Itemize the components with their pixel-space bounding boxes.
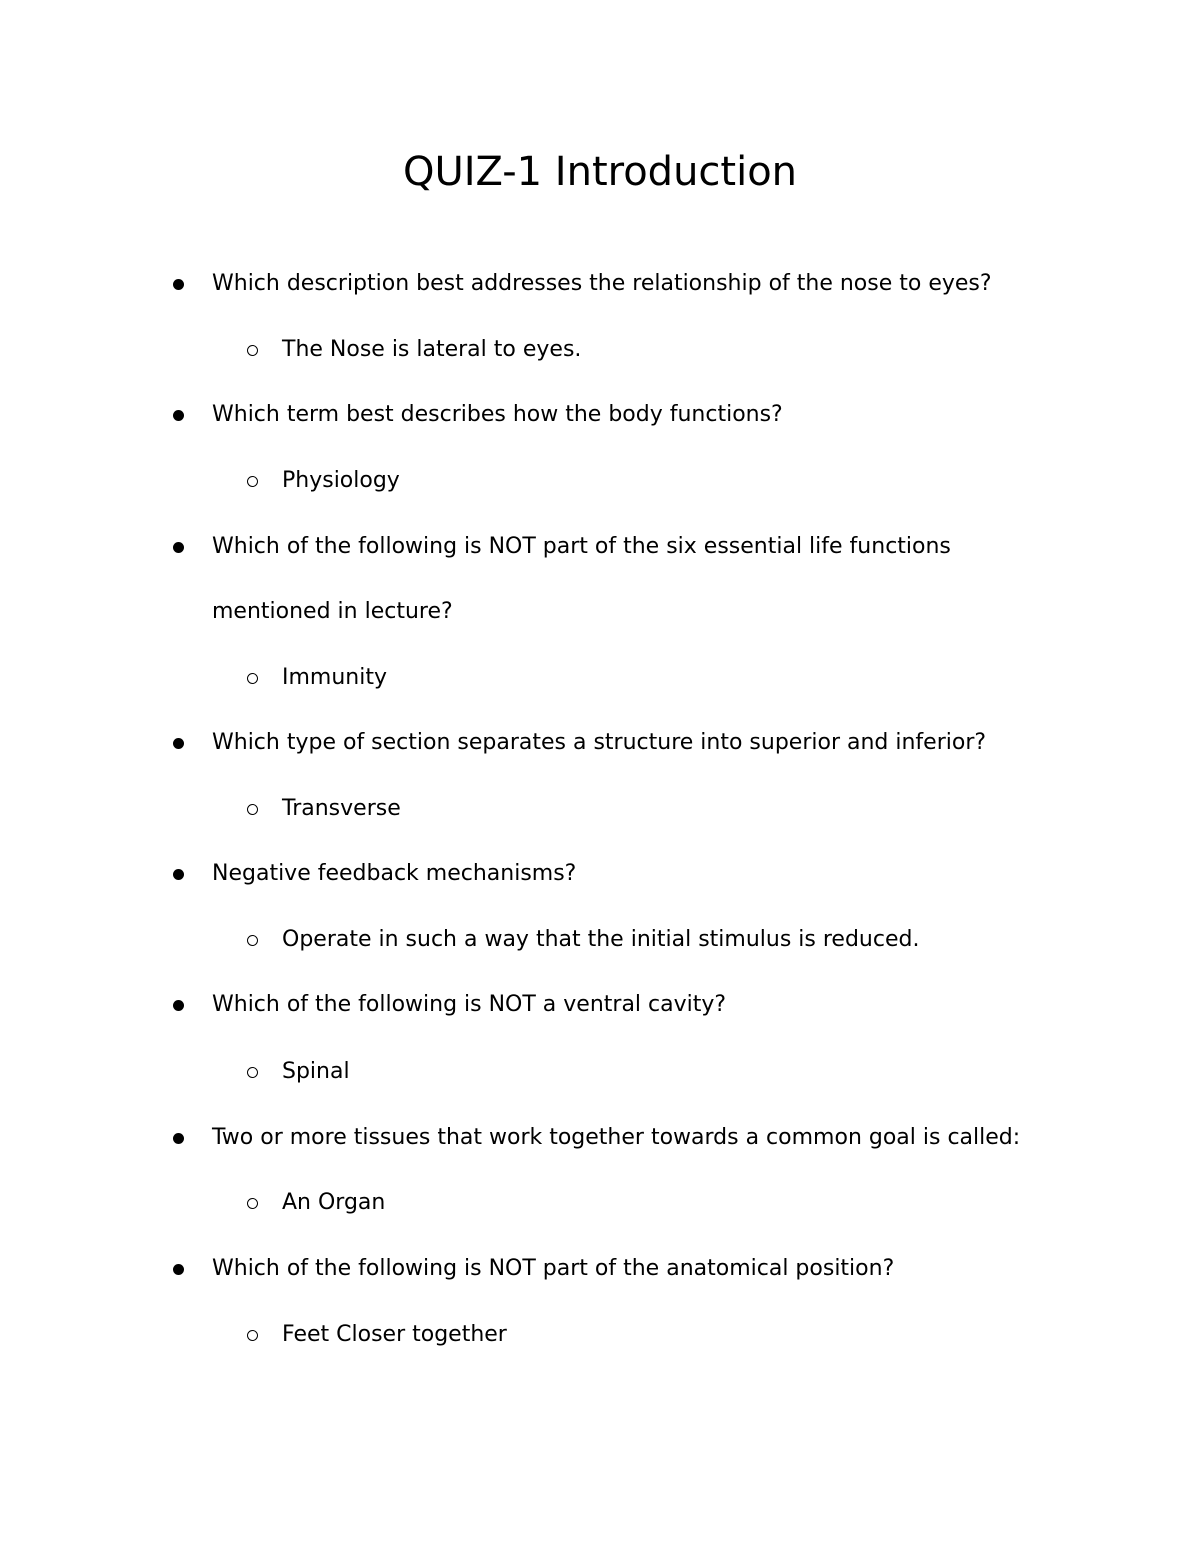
answer-7: An Organ <box>282 1190 386 1215</box>
bullet-icon <box>173 738 184 749</box>
answer-5: Operate in such a way that the initial stimulus is reduced. <box>282 927 920 952</box>
quiz-title: QUIZ-1 Introduction <box>402 149 798 195</box>
question-3-line-2: mentioned in lecture? <box>212 599 453 624</box>
bullet-icon <box>173 1264 184 1275</box>
bullet-icon <box>173 279 184 290</box>
answer-1: The Nose is lateral to eyes. <box>282 337 582 362</box>
bullet-icon <box>173 542 184 553</box>
bullet-icon <box>173 1000 184 1011</box>
answer-3: Immunity <box>282 665 387 690</box>
question-2: Which term best describes how the body functions? <box>212 402 783 427</box>
hollow-bullet-icon <box>247 935 258 946</box>
hollow-bullet-icon <box>247 1198 258 1209</box>
hollow-bullet-icon <box>247 476 258 487</box>
hollow-bullet-icon <box>247 1330 258 1341</box>
bullet-icon <box>173 1133 184 1144</box>
hollow-bullet-icon <box>247 804 258 815</box>
hollow-bullet-icon <box>247 1067 258 1078</box>
bullet-icon <box>173 410 184 421</box>
question-8: Which of the following is NOT part of the anatomical position? <box>212 1256 895 1281</box>
bullet-icon <box>173 869 184 880</box>
answer-6: Spinal <box>282 1059 350 1084</box>
question-7: Two or more tissues that work together towards a common goal is called: <box>212 1125 1021 1150</box>
hollow-bullet-icon <box>247 673 258 684</box>
answer-2: Physiology <box>282 468 400 493</box>
answer-8: Feet Closer together <box>282 1322 507 1347</box>
hollow-bullet-icon <box>247 345 258 356</box>
question-1: Which description best addresses the relationship of the nose to eyes? <box>212 271 992 296</box>
question-4: Which type of section separates a structure into superior and inferior? <box>212 730 987 755</box>
answer-4: Transverse <box>282 796 401 821</box>
question-6: Which of the following is NOT a ventral cavity? <box>212 992 727 1017</box>
question-5: Negative feedback mechanisms? <box>212 861 577 886</box>
question-3-line-1: Which of the following is NOT part of the six essential life functions <box>212 534 951 559</box>
